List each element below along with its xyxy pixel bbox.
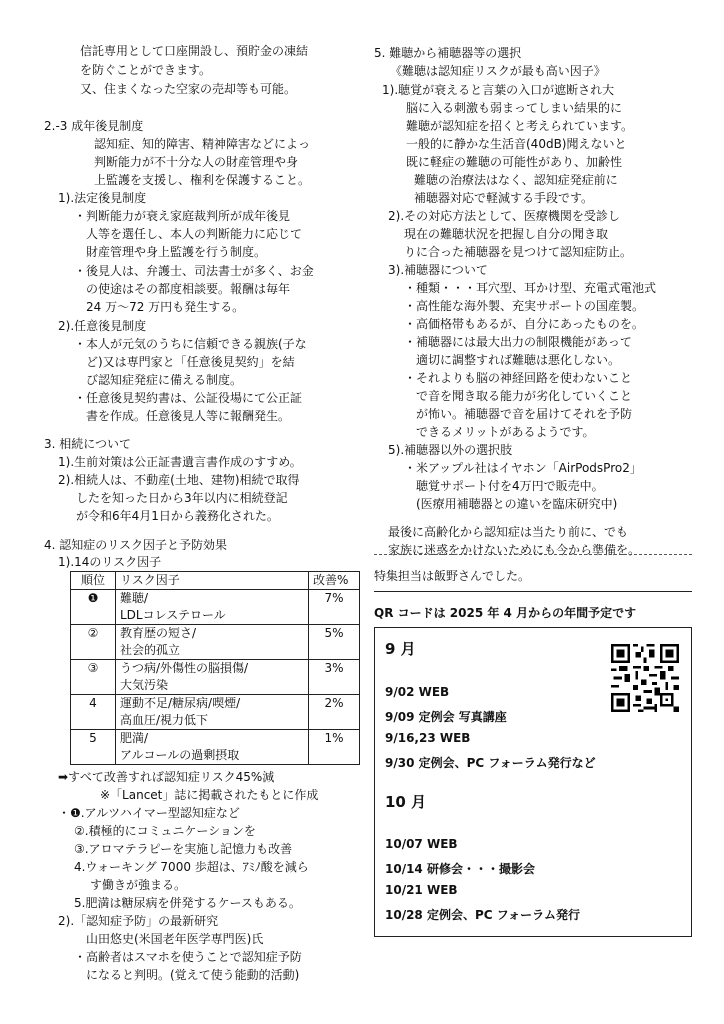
dashed-divider	[374, 554, 692, 555]
p3-line-4: ・補聴器には最大出力の制限機能があって	[404, 335, 632, 349]
table-header-row	[71, 572, 360, 590]
nini-line-3: び認知症発症に備える制度。	[86, 373, 243, 387]
oct-event-4: 10/28 定例会、PC フォーラム発行	[385, 908, 581, 922]
factor-line: 肥満/	[120, 731, 149, 745]
hoteki-line-2: 人等を選任し、本人の判断能力に応じて	[86, 227, 303, 241]
oct-event-2: 10/14 研修会・・・撮影会	[385, 862, 535, 876]
month-oct: 10 月	[385, 793, 427, 811]
section-5-subtitle: 《難聴は認知症リスクが最も高い因子》	[390, 64, 606, 78]
p3-line-6: ・それよりも脳の神経回路を使わないこと	[404, 371, 633, 385]
sep-event-1: 9/02 WEB	[385, 685, 450, 699]
rank-cell: ③	[71, 660, 116, 695]
after-table-2: ※「Lancet」誌に掲載されたもとに作成	[100, 788, 319, 802]
pct-cell: 2%	[309, 695, 360, 730]
pct-cell: 5%	[309, 625, 360, 660]
col-factor-header: リスク因子	[116, 572, 309, 590]
p3-line-8: が怖い。補聴器で音を届けてそれを予防	[416, 407, 633, 421]
table-row	[71, 660, 360, 695]
sep-event-3: 9/16,23 WEB	[385, 731, 471, 745]
risk-factor-table	[70, 571, 360, 765]
p3-line-9: できるメリットがあるようです。	[416, 425, 595, 439]
factor-line: うつ病/外傷性の脳損傷/	[120, 661, 249, 675]
hoteki-line-4: ・後見人は、弁護士、司法書士が多く、お金	[74, 264, 314, 278]
credit-line: 特集担当は飯野さんでした。	[374, 569, 531, 583]
s4-subtitle: 1).14のリスク因子	[58, 555, 162, 569]
factor-cell	[116, 660, 309, 695]
factor-cell	[116, 590, 309, 625]
rank-cell: ❶	[71, 590, 116, 625]
factor-cell	[116, 695, 309, 730]
intro-line-2: を防ぐことができます。	[80, 63, 212, 77]
factor-line: 社会的孤立	[120, 643, 181, 657]
nini-line-5: 書を作成。任意後見人等に報酬発生。	[86, 409, 291, 423]
p3-line-2: ・高性能な海外製、充実サポートの国産製。	[404, 299, 645, 313]
s23-desc-1: 認知症、知的障害、精神障害などによっ	[94, 137, 311, 151]
col-rank-header: 順位	[71, 572, 116, 590]
after-table-10: 山田悠史(米国老年医学専門医)氏	[86, 932, 264, 946]
sep-event-2: 9/09 定例会 写真講座	[385, 710, 507, 724]
intro-line-3: 又、住まくなった空家の売却等も可能。	[80, 82, 297, 96]
factor-line: 難聴/	[120, 591, 149, 605]
after-table-12: になると判明。(覚えて使う能動的活動)	[86, 968, 300, 982]
table-row	[71, 590, 360, 625]
factor-line: 教育歴の短さ/	[120, 626, 197, 640]
p5-line-2: 聴覚サポート付を4万円で販売中。	[416, 479, 604, 493]
hoteki-line-3: 財産管理や身上監護を行う制度。	[86, 245, 267, 259]
pct-cell: 1%	[309, 730, 360, 765]
rank-cell: 5	[71, 730, 116, 765]
p5-title: 5).補聴器以外の選択肢	[388, 443, 513, 457]
intro-line-1: 信託専用として口座開設し、預貯金の凍結	[80, 44, 309, 58]
pct-cell: 7%	[309, 590, 360, 625]
p5-line-3: (医療用補聴器との違いを臨床研究中)	[416, 497, 618, 511]
p1-line-4: 一般的に静かな生活音(40dB)聞えないと	[406, 137, 627, 151]
after-table-8: 5.肥満は糖尿病を併発するケースもある。	[74, 896, 301, 910]
p1-line-3: 難聴が認知症を招くと考えられています。	[406, 119, 634, 133]
p1-line-6: 難聴の治療法はなく、認知症発症前に	[414, 173, 618, 187]
factor-line: 大気汚染	[120, 678, 169, 692]
hoteki-line-5: の使途はその都度相談要。報酬は毎年	[86, 282, 291, 296]
factor-line: アルコールの過剰摂取	[120, 748, 240, 762]
hoteki-line-6: 24 万〜72 万円も発生する。	[86, 300, 245, 314]
after-table-7: す働きが強まる。	[90, 878, 187, 892]
after-table-11: ・高齢者はスマホを使うことで認知症予防	[74, 950, 302, 964]
p1-line-5: 既に軽症の難聴の可能性があり、加齢性	[406, 155, 623, 169]
section-3-title: 3. 相続について	[44, 437, 132, 451]
factor-line: 高血圧/視力低下	[120, 713, 209, 727]
table-row	[71, 695, 360, 730]
nini-line-1: ・本人が元気のうちに信頼できる親族(子な	[74, 337, 307, 351]
p5-line-1: ・米アップル社はイヤホン「AirPodsPro2」	[404, 461, 642, 475]
oct-event-1: 10/07 WEB	[385, 837, 458, 851]
p2-line-1: 2).その対応方法として、医療機関を受診し	[388, 209, 620, 223]
nini-line-2: ど)又は専門家と「任意後見契約」を結	[86, 355, 295, 369]
after-table-5: ③.アロマテラピーを実施し記憶力も改善	[74, 842, 293, 856]
after-table-3: ・❶.アルツハイマー型認知症など	[58, 806, 240, 820]
col-pct-header: 改善%	[309, 572, 360, 590]
s3-line-4: が令和6年4月1日から義務化された。	[76, 509, 279, 523]
schedule-box	[374, 627, 692, 937]
rank-cell: ②	[71, 625, 116, 660]
nini-line-4: ・任意後見契約書は、公証役場にて公正証	[74, 391, 303, 405]
hoteki-title: 1).法定後見制度	[58, 191, 147, 205]
after-table-1: ➡すべて改善すれば認知症リスク45%減	[58, 770, 275, 784]
after-table-9: 2).「認知症予防」の最新研究	[58, 914, 219, 928]
after-table-6: 4.ウォーキング 7000 歩超は、ｱﾐﾉ酸を減ら	[74, 860, 309, 874]
p3-line-5: 適切に調整すれば難聴は悪化しない。	[416, 353, 621, 367]
solid-divider	[374, 591, 692, 592]
factor-line: LDLコレステロール	[120, 608, 226, 622]
s3-line-2: 2).相続人は、不動産(土地、建物)相続で取得	[58, 473, 300, 487]
table-row	[71, 625, 360, 660]
sep-event-4: 9/30 定例会、PC フォーラム発行など	[385, 756, 596, 770]
table-row	[71, 730, 360, 765]
s3-line-3: したを知った日から3年以内に相続登記	[76, 491, 288, 505]
closing-line-1: 最後に高齢化から認知症は当たり前に、でも	[388, 525, 629, 539]
hoteki-line-1: ・判断能力が衰え家庭裁判所が成年後見	[74, 209, 291, 223]
month-sep: 9 月	[385, 640, 416, 658]
p2-line-3: りに合った補聴器を見つけて認知症防止。	[404, 245, 633, 259]
factor-cell	[116, 730, 309, 765]
p1-line-2: 脳に入る刺激も弱まってしまい結果的に	[406, 101, 623, 115]
factor-cell	[116, 625, 309, 660]
closing-line-2: 家族に迷惑をかけないためにも今から準備を。	[388, 543, 641, 557]
nini-title: 2).任意後見制度	[58, 319, 147, 333]
s23-desc-3: 上監護を支援し、権利を保護すること。	[94, 173, 311, 187]
p3-title: 3).補聴器について	[388, 263, 488, 277]
p3-line-1: ・種類・・・耳穴型、耳かけ型、充電式電池式	[404, 281, 657, 295]
factor-line: 運動不足/糖尿病/喫煙/	[120, 696, 241, 710]
pct-cell: 3%	[309, 660, 360, 695]
section-4-title: 4. 認知症のリスク因子と予防効果	[44, 538, 228, 552]
p2-line-2: 現在の難聴状況を把握し自分の聞き取	[404, 227, 609, 241]
section-5-title: 5. 難聴から補聴器等の選択	[374, 46, 522, 60]
p1-line-7: 補聴器対応で軽減する手段です。	[414, 191, 594, 205]
s3-line-1: 1).生前対策は公正証書遺言書作成のすすめ。	[58, 455, 302, 469]
rank-cell: 4	[71, 695, 116, 730]
section-2-3-title: 2.-3 成年後見制度	[44, 119, 144, 133]
oct-event-3: 10/21 WEB	[385, 883, 458, 897]
s23-desc-2: 判断能力が不十分な人の財産管理や身	[94, 155, 299, 169]
qr-code-icon	[611, 644, 679, 712]
p1-line-1: 1).聴覚が衰えると言葉の入口が遮断され大	[382, 83, 615, 97]
schedule-title: QR コードは 2025 年 4 月からの年間予定です	[374, 606, 637, 620]
p3-line-7: で音を聞き取る能力が劣化していくこと	[416, 389, 633, 403]
after-table-4: ②.積極的にコミュニケーションを	[74, 824, 256, 838]
p3-line-3: ・高価格帯もあるが、自分にあったものを。	[404, 317, 644, 331]
